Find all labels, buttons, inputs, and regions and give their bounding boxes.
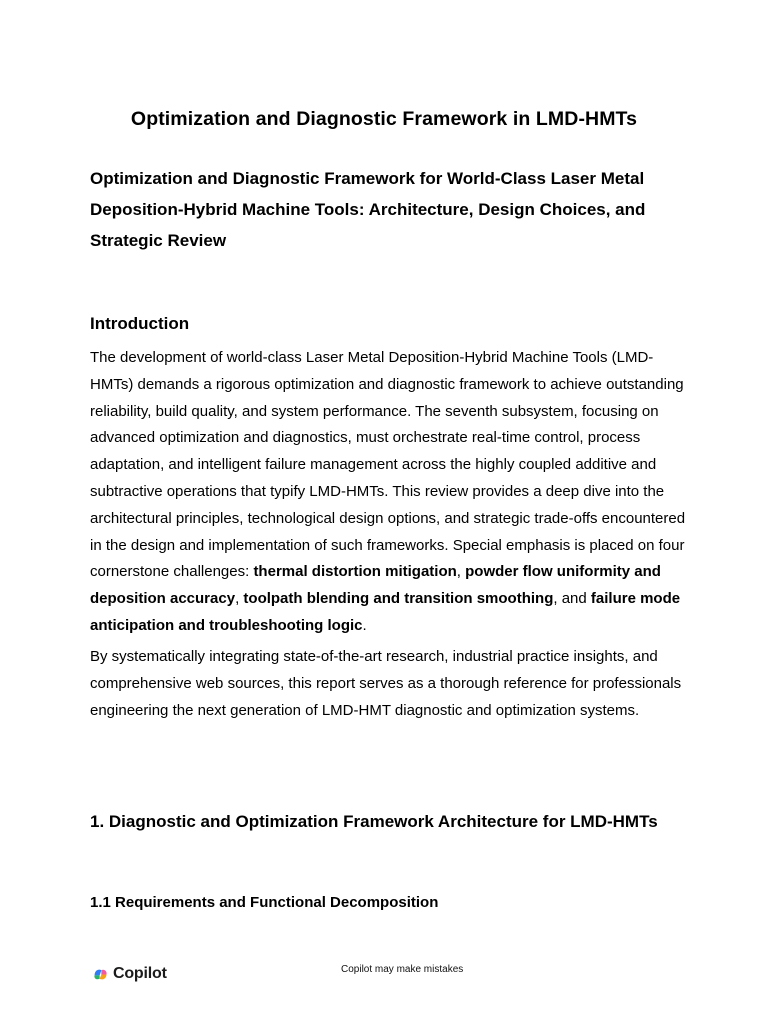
footer-disclaimer: Copilot may make mistakes (341, 964, 464, 975)
logo-text: Copilot (113, 965, 167, 982)
intro-paragraph-2: By systematically integrating state-of-the-art research, industrial practice insights, and comprehensive web sources, this report serves as a thorough reference for professionals engineering the next generation of LMD-HMT diagnostic and optimization systems. (90, 648, 682, 719)
separator: , (456, 563, 466, 581)
intro-paragraph-1 (90, 345, 690, 640)
separator: , (235, 590, 244, 608)
doc-title: Optimization and Diagnostic Framework in LMD-HMTs (130, 108, 638, 130)
footer-logo (92, 962, 167, 986)
period: . (362, 616, 367, 634)
emphasis-thermal: thermal distortion mitigation (253, 563, 457, 581)
section-1-heading: 1. Diagnostic and Optimization Framework Architecture for LMD-HMTs (90, 812, 658, 831)
emphasis-failure: failure mode anticipation and troubleshooting logic (90, 590, 681, 634)
intro-heading: Introduction (90, 314, 190, 333)
separator: , and (553, 590, 591, 608)
intro-text: The development of world-class Laser Metal Deposition-Hybrid Machine Tools (LMD-HMTs) demands a rigorous optimization and diagnostic framework to achieve outstanding reliability, build quality, and system performance. The seventh subsystem, focusing on advanced optimization and diagnostics, must orchestrate real-time control, process adaptation, and intelligent failure management across the highly coupled additive and subtractive operations that typify LMD-HMTs. This review provides a deep dive into the architectural principles, technological design options, and strategic trade-offs encountered in the design and implementation of such frameworks. Special emphasis is placed on four cornerstone challenges: (90, 349, 686, 581)
copilot-logo-icon (92, 966, 109, 983)
emphasis-toolpath: toolpath blending and transition smoothing (243, 590, 554, 608)
doc-subtitle: Optimization and Diagnostic Framework for World-Class Laser Metal Deposition-Hybrid Machine Tools: Architecture, Design Choices, and Strategic Review (90, 169, 646, 250)
section-1-1-heading: 1.1 Requirements and Functional Decomposition (90, 894, 439, 911)
emphasis-powder: powder flow uniformity and deposition accuracy (90, 563, 661, 608)
